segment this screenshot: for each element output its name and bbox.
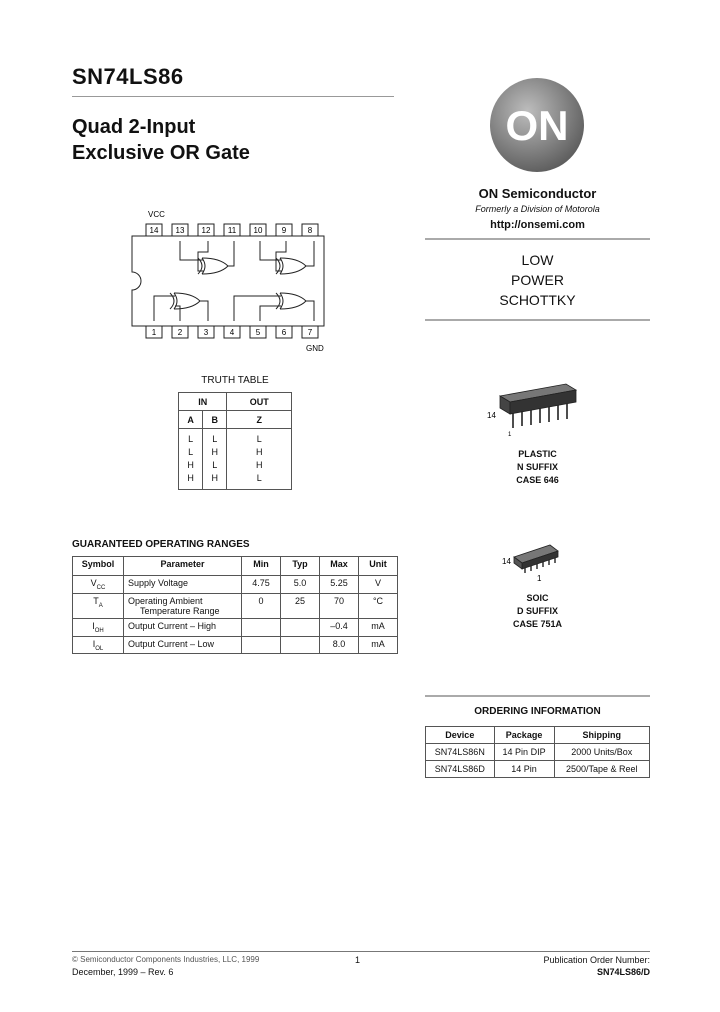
truth-cell: L — [212, 460, 218, 470]
gor-header: Typ — [281, 557, 320, 576]
footer-rule — [72, 951, 650, 952]
xor-gate-lower-right — [234, 293, 314, 321]
dip-line-3: CASE 646 — [516, 475, 559, 485]
soic-line-3: CASE 751A — [512, 619, 563, 629]
gor-parameter: Output Current – Low — [124, 636, 242, 654]
truth-table-header: Z — [227, 411, 292, 429]
pin-9-label: 9 — [281, 226, 287, 235]
gor-unit: °C — [359, 593, 398, 618]
pin-13-label: 13 — [175, 226, 185, 235]
ordering-device: SN74LS86N — [426, 744, 495, 761]
soic-line-2: D SUFFIX — [516, 606, 558, 616]
ordering-table — [425, 726, 650, 778]
gor-min: 0 — [242, 593, 281, 618]
pin-3-label: 3 — [203, 328, 209, 337]
gor-unit: V — [359, 576, 398, 594]
table-row — [426, 744, 650, 761]
table-row — [73, 576, 398, 594]
gor-symbol: $T_A$ — [73, 593, 124, 618]
soic-pin-1-label: 1 — [537, 574, 542, 583]
logo-text: ON — [505, 102, 569, 149]
gor-min — [242, 636, 281, 654]
pin-7-label: 7 — [307, 328, 313, 337]
ordering-header: Package — [494, 727, 554, 744]
ordering-title: ORDERING INFORMATION — [474, 706, 601, 717]
date-revision: December, 1999 – Rev. 6 — [72, 967, 174, 977]
gor-parameter: Output Current – High — [124, 618, 242, 636]
header-rule — [72, 96, 394, 97]
operating-ranges-table — [72, 556, 398, 654]
on-semiconductor-logo — [488, 76, 586, 174]
copyright: © Semiconductor Components Industries, LLC, 1999 — [72, 955, 260, 964]
pinout-diagram — [128, 205, 333, 357]
divider — [425, 319, 650, 321]
gor-typ: 5.0 — [281, 576, 320, 594]
truth-cell: H — [255, 460, 263, 470]
gor-max: 5.25 — [320, 576, 359, 594]
truth-table — [178, 392, 292, 490]
page-title — [72, 114, 250, 166]
pin-4-label: 4 — [229, 328, 235, 337]
soic-line-1: SOIC — [526, 593, 549, 603]
company-formerly: Formerly a Division of Motorola — [475, 204, 600, 214]
gor-min: 4.75 — [242, 576, 281, 594]
divider — [425, 238, 650, 240]
page-number: 1 — [355, 955, 361, 965]
xor-gate-upper-left — [180, 241, 234, 274]
svg-text:1: 1 — [508, 432, 512, 438]
ordering-header: Shipping — [554, 727, 649, 744]
table-row — [426, 761, 650, 778]
pin-8-label: 8 — [307, 226, 313, 235]
dip-package-image — [486, 380, 586, 440]
soic-package-image — [500, 537, 570, 585]
ordering-package: 14 Pin — [494, 761, 554, 778]
pin-6-label: 6 — [281, 328, 287, 337]
gnd-label: GND — [306, 344, 324, 353]
family-line-2: POWER — [511, 272, 564, 288]
truth-cell: L — [188, 447, 194, 457]
bottom-pin-row — [146, 326, 318, 338]
truth-table-group-out: OUT — [227, 393, 292, 411]
truth-cell: H — [211, 447, 219, 457]
xor-gate-upper-right — [260, 241, 314, 274]
gor-header: Unit — [359, 557, 398, 576]
truth-cell: L — [188, 434, 194, 444]
dip-pin-label: 14 — [487, 411, 496, 420]
title-line-2: Exclusive OR Gate — [72, 142, 250, 164]
pin-11-label: 11 — [227, 226, 237, 235]
soic-pin-14-label: 14 — [502, 557, 511, 566]
gor-max: –0.4 — [320, 618, 359, 636]
gor-min — [242, 618, 281, 636]
company-name: ON Semiconductor — [478, 186, 597, 201]
family-line-1: LOW — [521, 252, 554, 268]
truth-table-header: A — [179, 411, 203, 429]
gor-unit: mA — [359, 636, 398, 654]
gor-parameter: Supply Voltage — [124, 576, 242, 594]
table-row — [73, 593, 398, 618]
part-number: SN74LS86 — [72, 64, 184, 89]
ordering-shipping: 2000 Units/Box — [554, 744, 649, 761]
gor-symbol: $I_{OH}$ — [73, 618, 124, 636]
truth-cell: L — [256, 434, 262, 444]
pin-14-label: 14 — [149, 226, 159, 235]
gor-typ — [281, 618, 320, 636]
truth-table-group-in: IN — [179, 393, 227, 411]
ordering-header: Device — [426, 727, 495, 744]
pin-2-label: 2 — [177, 328, 183, 337]
gor-header: Symbol — [73, 557, 124, 576]
website-link[interactable]: http://onsemi.com — [490, 219, 585, 231]
table-row — [73, 636, 398, 654]
divider — [425, 695, 650, 697]
truth-cell: H — [187, 460, 194, 470]
vcc-label: VCC — [148, 210, 165, 219]
pin-1-label: 1 — [151, 328, 157, 337]
pin-5-label: 5 — [255, 328, 261, 337]
dip-line-1: PLASTIC — [518, 449, 557, 459]
publication-number: SN74LS86/D — [596, 967, 650, 977]
table-row — [73, 618, 398, 636]
operating-ranges-title: GUARANTEED OPERATING RANGES — [72, 539, 250, 550]
gor-parameter: Operating Ambient Temperature Range — [124, 593, 242, 618]
truth-cell: H — [211, 473, 219, 483]
xor-gate-lower-left — [154, 293, 208, 321]
pin-12-label: 12 — [201, 226, 211, 235]
gor-header: Parameter — [124, 557, 242, 576]
truth-cell: L — [256, 473, 262, 483]
truth-cell: H — [187, 473, 194, 483]
ordering-device: SN74LS86D — [426, 761, 495, 778]
gor-symbol: $V_{CC}$ — [73, 576, 124, 594]
family-line-3: SCHOTTKY — [499, 292, 576, 308]
gor-unit: mA — [359, 618, 398, 636]
gor-typ — [281, 636, 320, 654]
gor-typ: 25 — [281, 593, 320, 618]
truth-cell: H — [255, 447, 263, 457]
gor-max: 8.0 — [320, 636, 359, 654]
title-line-1: Quad 2-Input — [72, 116, 196, 138]
ordering-shipping: 2500/Tape & Reel — [554, 761, 649, 778]
gor-header: Min — [242, 557, 281, 576]
truth-cell: L — [212, 434, 218, 444]
gor-max: 70 — [320, 593, 359, 618]
gor-symbol: $I_{OL}$ — [73, 636, 124, 654]
pin-10-label: 10 — [253, 226, 263, 235]
truth-table-title: TRUTH TABLE — [201, 375, 269, 386]
dip-package-label — [425, 448, 650, 487]
ic-body — [132, 236, 324, 326]
publication-label: Publication Order Number: — [543, 955, 650, 965]
gor-header: Max — [320, 557, 359, 576]
top-pin-row — [146, 224, 318, 236]
ordering-package: 14 Pin DIP — [494, 744, 554, 761]
truth-table-body — [179, 429, 292, 490]
soic-package-label — [425, 592, 650, 631]
logic-family — [425, 250, 650, 310]
truth-table-header: B — [203, 411, 227, 429]
dip-line-2: N SUFFIX — [516, 462, 558, 472]
